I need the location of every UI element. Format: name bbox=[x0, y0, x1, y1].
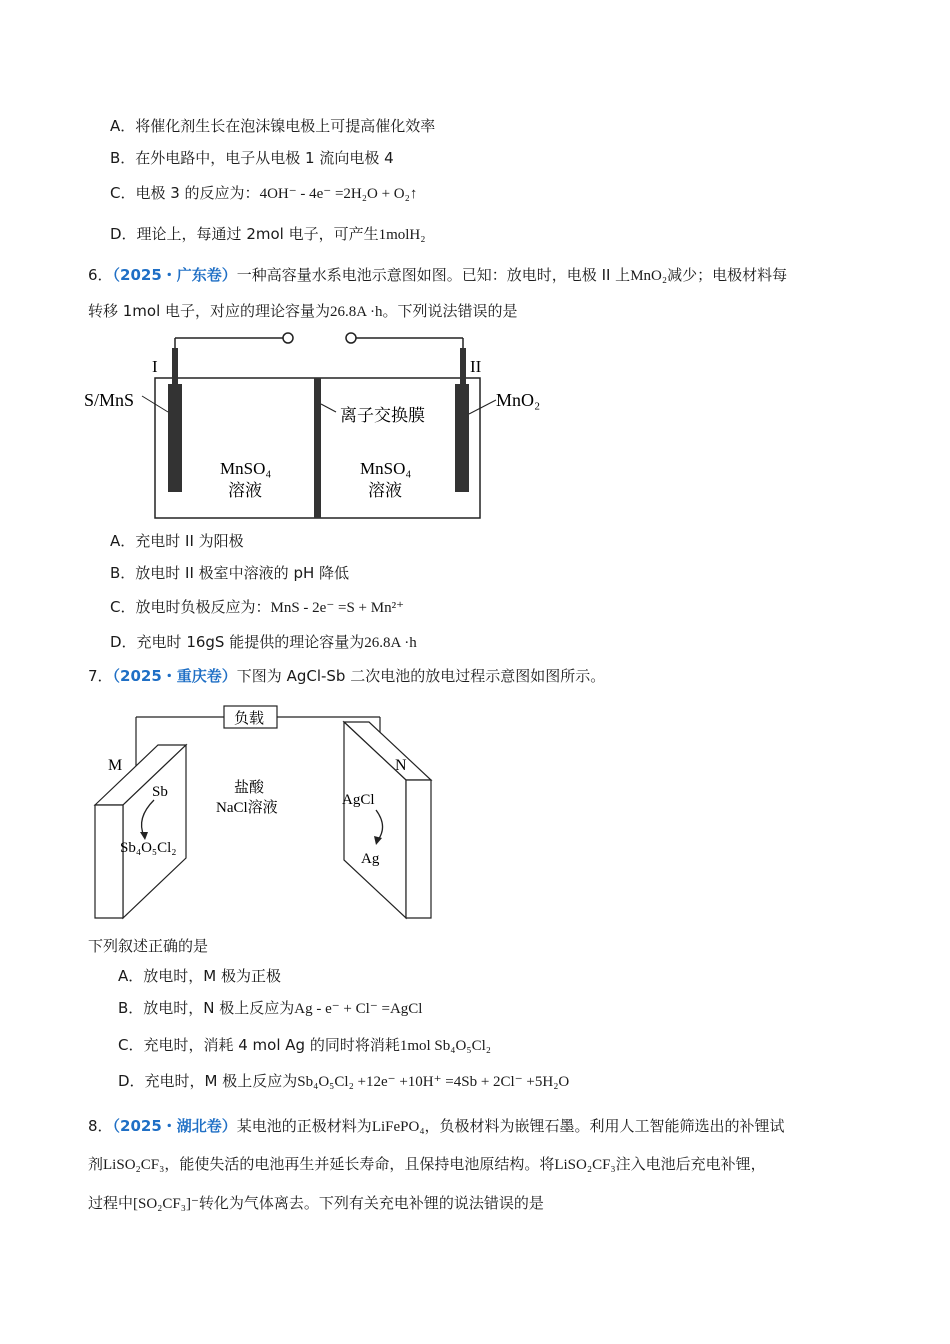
m-label: M bbox=[108, 757, 123, 774]
q6-number: 6． bbox=[88, 266, 113, 284]
left-solution-formula: MnSO₄ bbox=[220, 459, 272, 478]
q7-option-c-text: C．充电时，消耗 4 mol Ag 的同时将消耗 bbox=[118, 1036, 400, 1054]
q8-stem-formula: LiSO₂CF₃ bbox=[554, 1157, 616, 1173]
q5-option-b: B．在外电路中，电子从电极 1 流向电极 4 bbox=[110, 149, 394, 167]
q6-option-d-formula: 26.8A ·h bbox=[364, 635, 417, 651]
q8-stem-formula: LiSO₂CF₃ bbox=[103, 1157, 165, 1173]
q6-stem-formula: 26.8A ·h bbox=[330, 304, 383, 320]
q6-option-c-text: C．放电时负极反应为： bbox=[110, 598, 271, 616]
q6-stem-line2 bbox=[88, 300, 518, 323]
electrolyte-label-2: NaCl溶液 bbox=[216, 800, 278, 816]
sb-label: Sb bbox=[152, 784, 168, 800]
q7-option-d-formula: Sb₄O₅Cl₂ +12e⁻ +10H⁺ =4Sb + 2Cl⁻ +5H₂O bbox=[297, 1074, 570, 1090]
q8-stem-formula: LiFePO₄ bbox=[371, 1119, 425, 1135]
q8-stem-text: 过程中 bbox=[88, 1194, 134, 1212]
q6-stem-text: 转移 1mol 电子，对应的理论容量为 bbox=[88, 302, 331, 320]
q6-battery-diagram bbox=[80, 328, 560, 524]
q8-source: （2025・湖北卷） bbox=[112, 1117, 237, 1135]
q6-option-d-text: D．充电时 16gS 能提供的理论容量为 bbox=[110, 633, 365, 651]
q6-option-c bbox=[110, 596, 404, 619]
q7-prompt: 下列叙述正确的是 bbox=[88, 937, 209, 955]
q5-option-a: A．将催化剂生长在泡沫镍电极上可提高催化效率 bbox=[110, 117, 436, 135]
q7-option-a: A．放电时，M 极为正极 bbox=[118, 967, 281, 985]
q5-option-c-text: C．电极 3 的反应为： bbox=[110, 184, 260, 202]
q7-option-b bbox=[118, 997, 422, 1020]
electrolyte-label-1: 盐酸 bbox=[234, 780, 265, 796]
q6-stem-text: 一种高容量水系电池示意图如图。已知：放电时，电极 II 上 bbox=[236, 266, 631, 284]
q7-source: （2025・重庆卷） bbox=[112, 667, 237, 685]
q7-option-d-text: D．充电时，M 极上反应为 bbox=[118, 1072, 298, 1090]
q7-option-c-formula: 1mol Sb₄O₅Cl₂ bbox=[399, 1038, 491, 1054]
q5-option-c-formula: 4OH⁻ - 4e⁻ =2H₂O + O₂↑ bbox=[259, 186, 418, 202]
q8-stem-line1 bbox=[88, 1115, 785, 1138]
q5-option-d-text: D．理论上，每通过 2mol 电子，可产生 bbox=[110, 225, 379, 243]
q6-stem-text: 。下列说法错误的是 bbox=[382, 302, 518, 320]
load-label: 负载 bbox=[234, 711, 265, 727]
q8-stem-text: 剂 bbox=[88, 1155, 104, 1173]
q8-stem-line3 bbox=[88, 1192, 544, 1215]
q6-option-a: A．充电时 II 为阳极 bbox=[110, 532, 244, 550]
q7-battery-diagram bbox=[88, 700, 448, 925]
q6-source: （2025・广东卷） bbox=[112, 266, 237, 284]
left-material-label: S/MnS bbox=[84, 390, 135, 410]
left-solution-label: 溶液 bbox=[228, 481, 262, 500]
q8-stem-text: 某电池的正极材料为 bbox=[236, 1117, 372, 1135]
q6-option-c-formula: MnS - 2e⁻ =S + Mn²⁺ bbox=[270, 600, 404, 616]
q6-stem-line1 bbox=[88, 264, 787, 287]
q8-stem-formula: [SO₂CF₃]⁻ bbox=[133, 1196, 199, 1212]
q7-number: 7． bbox=[88, 667, 113, 685]
right-solution-label: 溶液 bbox=[368, 481, 402, 500]
q8-stem-text: ，负极材料为嵌锂石墨。利用人工智能筛选出的补锂试 bbox=[424, 1117, 785, 1135]
q5-option-d bbox=[110, 223, 426, 246]
sb-product-label: Sb₄O₅Cl₂ bbox=[120, 840, 177, 856]
n-label: N bbox=[395, 757, 407, 774]
q8-stem-text: ，能使失活的电池再生并延长寿命，且保持电池原结构。将 bbox=[164, 1155, 555, 1173]
q6-stem-formula: MnO₂ bbox=[630, 268, 668, 284]
electrode-ii-label: II bbox=[470, 357, 482, 376]
q7-stem-text: 下图为 AgCl-Sb 二次电池的放电过程示意图如图所示。 bbox=[236, 667, 606, 685]
q6-option-b: B．放电时 II 极室中溶液的 pH 降低 bbox=[110, 564, 350, 582]
q7-option-c bbox=[118, 1034, 491, 1057]
q7-option-b-text: B．放电时，N 极上反应为 bbox=[118, 999, 295, 1017]
membrane-label: 离子交换膜 bbox=[340, 406, 425, 425]
q7-option-d bbox=[118, 1070, 569, 1093]
q8-stem-text: 转化为气体离去。下列有关充电补锂的说法错误的是 bbox=[198, 1194, 544, 1212]
q6-option-d bbox=[110, 631, 417, 654]
q8-stem-text: 注入电池后充电补锂， bbox=[615, 1155, 766, 1173]
q7-stem bbox=[88, 665, 605, 687]
ag-label: Ag bbox=[361, 851, 380, 867]
q5-option-c bbox=[110, 182, 417, 205]
q8-number: 8． bbox=[88, 1117, 113, 1135]
right-solution-formula: MnSO₄ bbox=[360, 459, 412, 478]
q6-stem-text: 减少；电极材料每 bbox=[667, 266, 788, 284]
electrode-i-label: I bbox=[152, 357, 158, 376]
right-material-label: MnO₂ bbox=[496, 390, 541, 410]
agcl-label: AgCl bbox=[342, 792, 375, 808]
q8-stem-line2 bbox=[88, 1153, 766, 1176]
q7-option-b-formula: Ag - e⁻ + Cl⁻ =AgCl bbox=[294, 1001, 423, 1017]
q5-option-d-formula: 1molH₂ bbox=[378, 227, 426, 243]
